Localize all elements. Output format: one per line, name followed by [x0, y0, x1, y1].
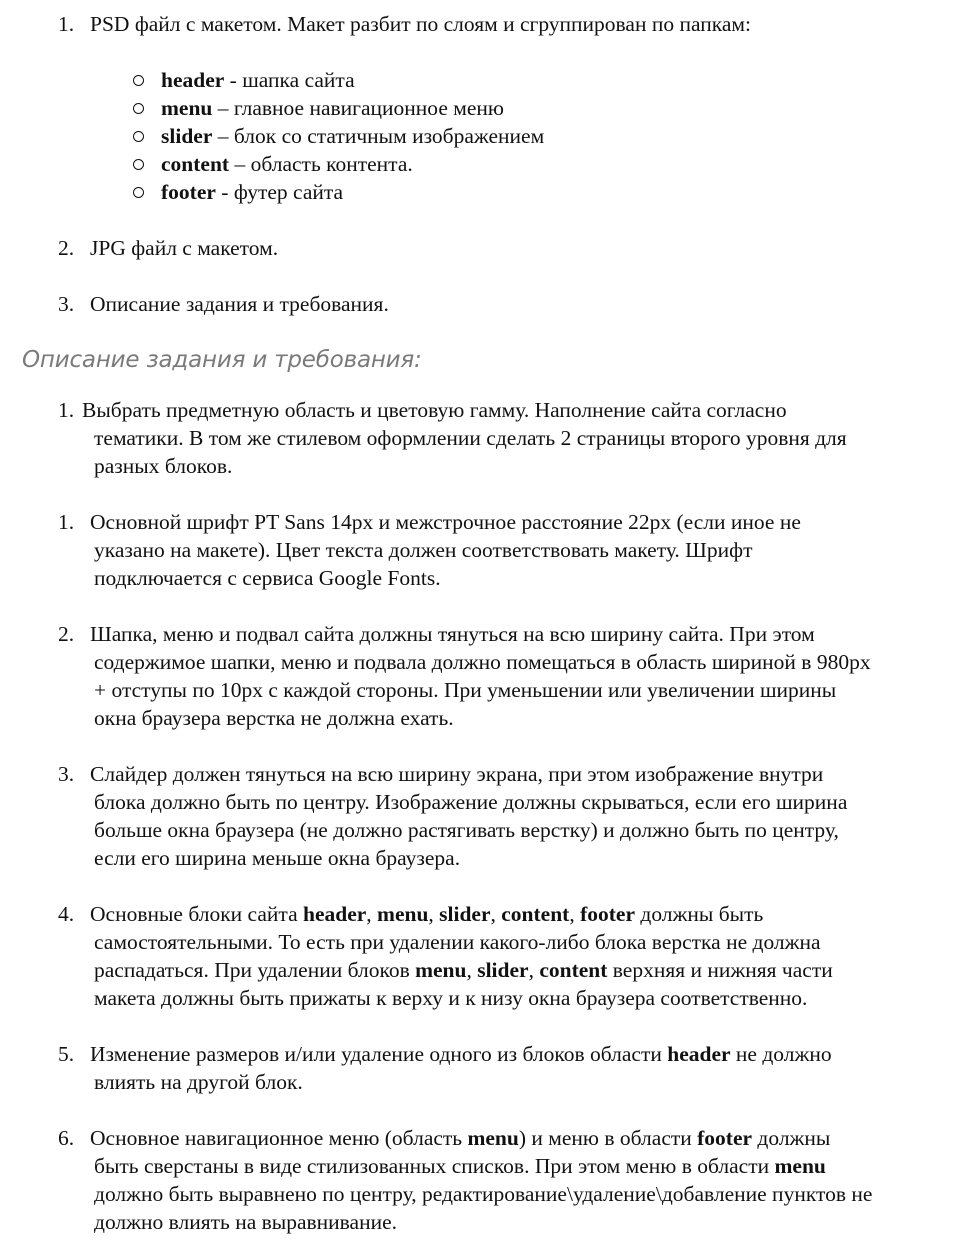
circle-bullet-icon: [133, 131, 144, 142]
circle-bullet-icon: [133, 75, 144, 86]
sublist-key: content: [161, 152, 230, 176]
list-item-text: JPG файл с макетом.: [90, 236, 279, 260]
requirement-line: распадаться. При удалении блоков menu, slider, content верхняя и нижняя части: [94, 958, 833, 982]
section-heading: Описание задания и требования:: [22, 347, 422, 373]
requirement-line: должно влиять на выравнивание.: [94, 1210, 398, 1234]
sublist-item: [161, 122, 544, 150]
list-number: 4.: [58, 902, 75, 926]
requirement-line: макета должны быть прижаты к верху и к низу окна браузера соответственно.: [94, 986, 808, 1010]
requirement-line: самостоятельными. То есть при удалении какого-либо блока верстка не должна: [94, 930, 821, 954]
requirement-line: если его ширина меньше окна браузера.: [94, 846, 461, 870]
sublist-key: header: [161, 68, 225, 92]
sublist-desc: - футер сайта: [215, 180, 344, 204]
requirement-line: влиять на другой блок.: [94, 1070, 303, 1094]
requirement-line: быть сверстаны в виде стилизованных списков. При этом меню в области menu: [94, 1154, 826, 1178]
list-number: 3.: [58, 292, 75, 316]
requirement-line: Шапка, меню и подвал сайта должны тянуться на всю ширину сайта. При этом: [90, 622, 815, 646]
requirement-line: подключается с сервиса Google Fonts.: [94, 566, 441, 590]
list-item-text: Описание задания и требования.: [90, 292, 389, 316]
list-number: 3.: [58, 762, 75, 786]
requirement-line: содержимое шапки, меню и подвала должно помещаться в область шириной в 980px: [94, 650, 871, 674]
requirement-line: тематики. В том же стилевом оформлении сделать 2 страницы второго уровня для: [94, 426, 847, 450]
requirement-line: должно быть выравнено по центру, редактирование\удаление\добавление пунктов не: [94, 1182, 873, 1206]
list-number: 2.: [58, 236, 75, 260]
requirement-line: Слайдер должен тянуться на всю ширину экрана, при этом изображение внутри: [90, 762, 824, 786]
list-number: 6.: [58, 1126, 75, 1150]
requirement-line: Основной шрифт PT Sans 14px и межстрочное расстояние 22px (если иное не: [90, 510, 801, 534]
requirement-line: окна браузера верстка не должна ехать.: [94, 706, 454, 730]
sublist-desc: - шапка сайта: [224, 68, 355, 92]
circle-bullet-icon: [133, 187, 144, 198]
requirement-line: Основное навигационное меню (область menu) и меню в области footer должны: [90, 1126, 831, 1150]
requirement-line: блока должно быть по центру. Изображение должны скрываться, если его ширина: [94, 790, 848, 814]
circle-bullet-icon: [133, 103, 144, 114]
circle-bullet-icon: [133, 159, 144, 170]
requirement-line: больше окна браузера (не должно растягивать верстку) и должно быть по центру,: [94, 818, 839, 842]
list-number: 1.: [58, 12, 75, 36]
sublist-item: [161, 94, 504, 122]
sublist-item: [161, 178, 343, 206]
requirement-line: разных блоков.: [94, 454, 233, 478]
sublist-item: [161, 66, 355, 94]
requirement-line: + отступы по 10px с каждой стороны. При уменьшении или увеличении ширины: [94, 678, 837, 702]
sublist-desc: – область контента.: [229, 152, 413, 176]
list-number: 1.: [58, 510, 75, 534]
list-number: 2.: [58, 622, 75, 646]
list-number: 5.: [58, 1042, 75, 1066]
sublist-key: footer: [161, 180, 216, 204]
sublist-desc: – блок со статичным изображением: [212, 124, 545, 148]
sublist-desc: – главное навигационное меню: [212, 96, 504, 120]
list-item-text: PSD файл с макетом. Макет разбит по слоям и сгруппирован по папкам:: [90, 12, 751, 36]
list-number: 1.: [58, 398, 75, 422]
sublist-item: [161, 150, 413, 178]
requirement-line: Изменение размеров и/или удаление одного из блоков области header не должно: [90, 1042, 832, 1066]
requirement-line: Выбрать предметную область и цветовую гамму. Наполнение сайта согласно: [82, 398, 787, 422]
requirement-line: Основные блоки сайта header, menu, slider, content, footer должны быть: [90, 902, 764, 926]
requirement-line: указано на макете). Цвет текста должен соответствовать макету. Шрифт: [94, 538, 753, 562]
sublist-key: menu: [161, 96, 213, 120]
sublist-key: slider: [161, 124, 213, 148]
